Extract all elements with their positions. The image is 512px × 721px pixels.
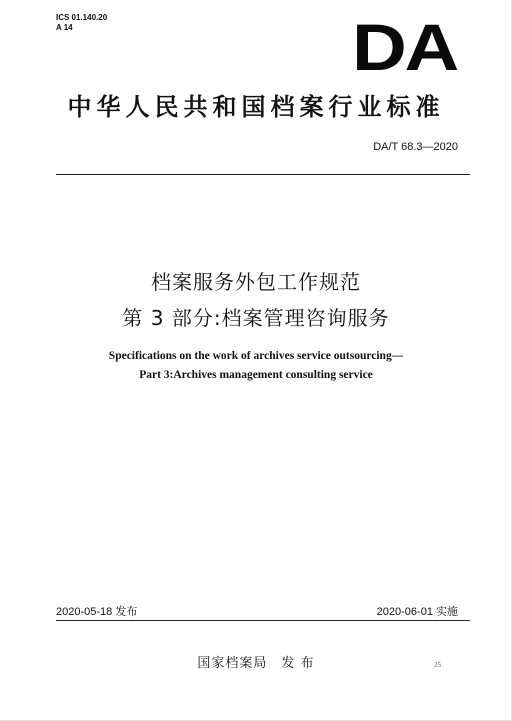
chinese-title-line-2: 第 3 部分:档案管理咨询服务 <box>122 306 390 330</box>
english-title-line-2: Part 3:Archives management consulting service <box>139 369 373 381</box>
top-divider <box>56 174 470 175</box>
standard-title: 中华人民共和国档案行业标准 <box>67 93 445 121</box>
ics-code: ICS 01.140.20 <box>56 13 108 22</box>
page-number: 25 <box>434 661 441 669</box>
standard-number: DA/T 68.3—2020 <box>373 141 458 153</box>
classification-codes <box>56 13 107 33</box>
chinese-title-line-1: 档案服务外包工作规范 <box>151 270 361 294</box>
english-title-line-1: Specifications on the work of archives service outsourcing— <box>108 350 404 362</box>
category-code: A 14 <box>56 23 73 32</box>
implementation-date: 2020-06-01 实施 <box>376 606 458 618</box>
publisher: 国家档案局 发 布 <box>197 656 315 671</box>
issue-date: 2020-05-18 发布 <box>56 606 138 618</box>
bottom-divider <box>56 620 470 621</box>
da-logo: DA <box>352 10 458 84</box>
